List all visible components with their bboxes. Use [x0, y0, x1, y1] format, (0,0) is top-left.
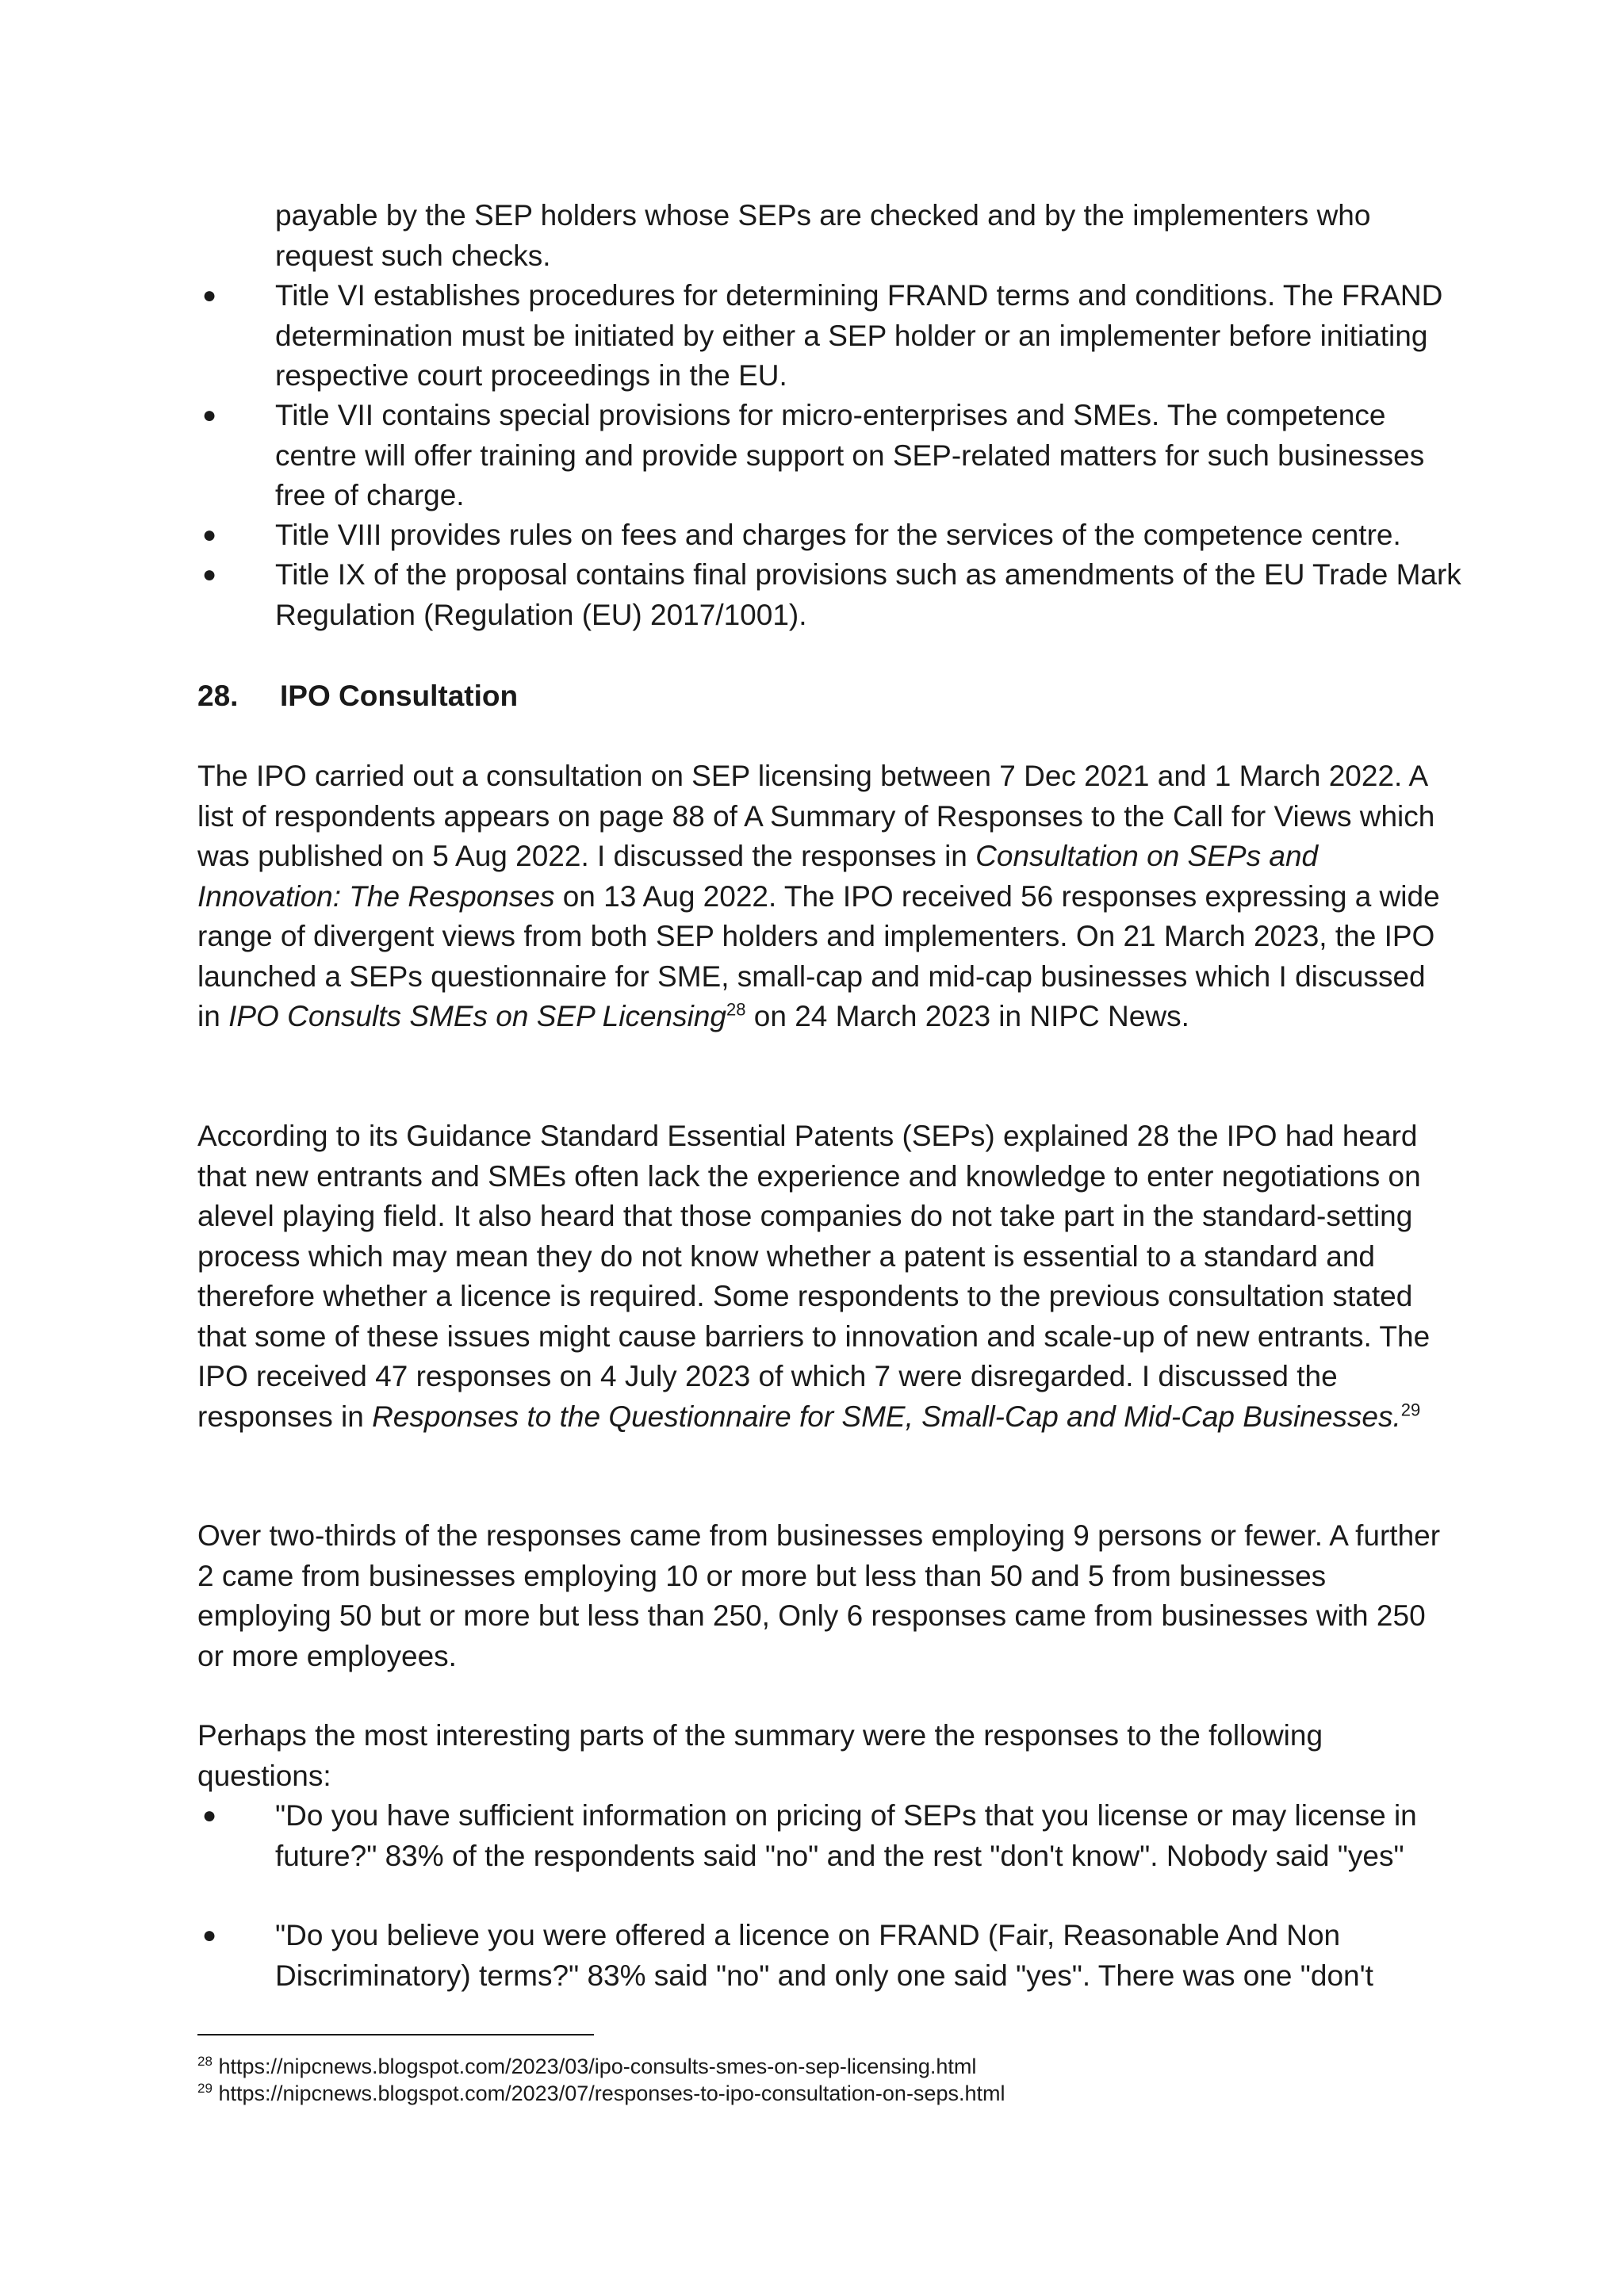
paragraph-text: The IPO carried out a consultation on SEP licensing between 7 Dec 2021 and 1 March 2022. A list of respondents appears on page 88 of A Summary of Responses to the Call for Views which was published on 5 Aug 2022. I discussed the responses in — [197, 760, 1435, 872]
bullet-icon: ● — [202, 561, 217, 588]
list-item-text: "Do you have sufficient information on pricing of SEPs that you license or may license in future?" 83% of the respondents said "no" and the rest "don't know". Nobody said "yes" — [275, 1799, 1417, 1872]
article-title: IPO Consults SMEs on SEP Licensing — [228, 1000, 726, 1032]
list-item-text: Title VIII provides rules on fees and charges for the services of the competence centre. — [275, 519, 1401, 551]
list-item-text: Title VII contains special provisions for micro-enterprises and SMEs. The competence centre will offer training and provide support on SEP-related matters for such businesses free of charge. — [275, 399, 1425, 511]
article-title: Consultation on SEPs and Innovation: The Responses — [197, 840, 1319, 913]
paragraph: Perhaps the most interesting parts of the summary were the responses to the following questions: — [197, 1719, 1323, 1792]
list-item-text: "Do you believe you were offered a licence on FRAND (Fair, Reasonable And Non Discriminatory) terms?" 83% said "no" and only one said "yes". There was one "don't — [275, 1919, 1373, 1992]
paragraph: Over two-thirds of the responses came from businesses employing 9 persons or fewer. A further 2 came from businesses employing 10 or more but less than 50 and 5 from businesses employing 50 but or more but less than 250, Only 6 responses came from businesses with 250 or more employees. — [197, 1519, 1441, 1672]
paragraph — [197, 1116, 1450, 1437]
footnote — [197, 2080, 1005, 2107]
section-title: IPO Consultation — [280, 680, 519, 712]
footnote-number: 28 — [197, 2054, 213, 2069]
bullet-icon: ● — [202, 282, 217, 308]
bullet-icon: ● — [202, 1922, 217, 1948]
bullet-icon: ● — [202, 1802, 217, 1829]
footnote-ref[interactable]: 28 — [726, 999, 746, 1020]
article-title: Responses to the Questionnaire for SME, Small-Cap and Mid-Cap Businesses. — [372, 1400, 1401, 1433]
footnote-number: 29 — [197, 2081, 213, 2096]
list-item-text: Title IX of the proposal contains final provisions such as amendments of the EU Trade Mark Regulation (Regulation (EU) 2017/1001). — [275, 558, 1461, 631]
paragraph — [197, 756, 1450, 1037]
list-item-text: Title VI establishes procedures for determining FRAND terms and conditions. The FRAND determination must be initiated by either a SEP holder or an implementer before initiating respective court proceedings in the EU. — [275, 279, 1443, 392]
bullet-icon: ● — [202, 522, 217, 548]
footnote-link[interactable]: https://nipcnews.blogspot.com/2023/03/ipo-consults-smes-on-sep-licensing.html — [218, 2055, 977, 2078]
list-item-text: payable by the SEP holders whose SEPs are checked and by the implementers who request such checks. — [275, 199, 1371, 272]
section-number: 28. — [197, 680, 239, 712]
section-heading — [197, 676, 518, 716]
bullet-icon: ● — [202, 402, 217, 428]
footnote-divider — [197, 2034, 594, 2035]
paragraph-text: on 13 Aug 2022. The IPO received 56 responses expressing a wide range of divergent views from both SEP holders and implementers. On 21 March 2023, the IPO launched a SEPs questionnaire for SME, small-cap and mid-cap businesses which I discussed in — [197, 879, 1440, 1032]
footnote — [197, 2053, 976, 2080]
footnote-ref[interactable]: 29 — [1400, 1400, 1421, 1420]
paragraph-text: According to its Guidance Standard Essential Patents (SEPs) explained 28 the IPO had heard that new entrants and SMEs often lack the experience and knowledge to enter negotiations on alevel playing field. It also heard that those companies do not take part in the standard-setting process which may mean they do not know whether a patent is essential to a standard and therefore whether a licence is required. Some respondents to the previous consultation stated that some of these issues might cause barriers to innovation and scale-up of new entrants. The IPO received 47 responses on 4 July 2023 of which 7 were disregarded. I discussed the responses in — [197, 1120, 1431, 1433]
footnote-link[interactable]: https://nipcnews.blogspot.com/2023/07/responses-to-ipo-consultation-on-seps.html — [218, 2081, 1005, 2105]
paragraph-text: on 24 March 2023 in NIPC News. — [745, 1000, 1189, 1032]
